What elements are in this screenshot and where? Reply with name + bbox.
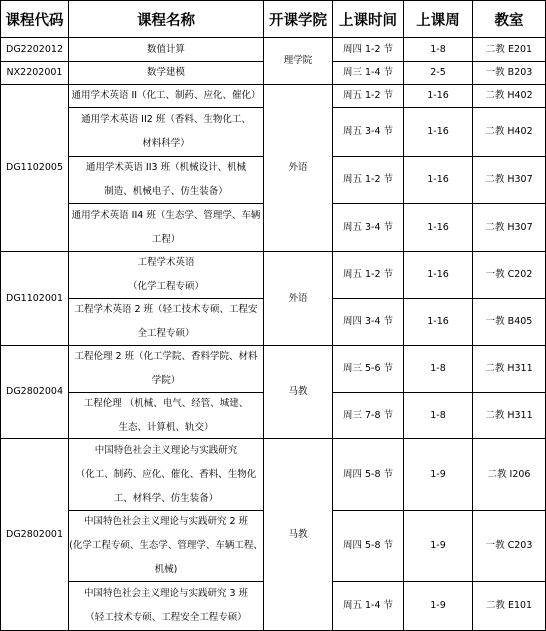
- row-divider: [68, 392, 264, 393]
- classroom-cell: 二教 H307: [485, 221, 533, 233]
- row-divider: [0, 61, 69, 62]
- course-code-cell: DG2802001: [6, 528, 63, 540]
- class-time-cell: 周五 3-4 节: [342, 221, 394, 233]
- row-divider: [332, 298, 546, 299]
- course-name-cell: 工程伦理 2 班（化工学院、香料学院、材料 学院）: [74, 351, 258, 386]
- classroom-cell: 二教 E101: [485, 600, 533, 611]
- column-divider: [403, 0, 404, 631]
- classroom-cell: 二教 H311: [485, 409, 533, 421]
- weeks-cell: 1-8: [430, 363, 446, 374]
- row-divider: [68, 156, 264, 157]
- header-course-name: 课程名称: [137, 12, 195, 29]
- row-divider: [0, 84, 546, 85]
- row-divider: [332, 156, 546, 157]
- table-border: [0, 0, 1, 631]
- classroom-cell: 一教 C203: [485, 540, 533, 551]
- class-time-cell: 周五 1-2 节: [342, 90, 394, 101]
- course-code-cell: DG2202012: [6, 43, 63, 55]
- classroom-cell: 二教 H402: [485, 126, 533, 137]
- weeks-cell: 1-16: [427, 269, 449, 280]
- course-name-cell: 工程学术英语 （化学工程专硕）: [127, 257, 204, 292]
- class-time-cell: 周五 1-2 节: [342, 174, 394, 185]
- header-weeks: 上课周: [416, 12, 460, 29]
- course-name-cell: 通用学术英语 II（化工、制药、应化、催化）: [71, 90, 261, 101]
- college-cell: 外语: [288, 292, 308, 304]
- course-name-cell: 中国特色社会主义理论与实践研究 3 班 （轻工技术专硕、工程安全工程专硕）: [83, 588, 249, 623]
- class-time-cell: 周三 5-6 节: [342, 363, 394, 374]
- row-divider: [0, 345, 546, 346]
- course-name-cell: 数值计算: [146, 43, 185, 55]
- weeks-cell: 1-16: [427, 126, 449, 137]
- header-college: 开课学院: [269, 12, 327, 29]
- college-cell: 外语: [288, 162, 308, 173]
- college-cell: 马教: [288, 528, 308, 540]
- classroom-cell: 一教 C202: [485, 269, 533, 280]
- weeks-cell: 2-5: [430, 67, 446, 78]
- classroom-cell: 二教 E201: [485, 43, 533, 55]
- classroom-cell: 二教 I206: [487, 468, 531, 480]
- weeks-cell: 1-16: [427, 221, 449, 233]
- classroom-cell: 一教 B203: [485, 67, 533, 78]
- classroom-cell: 二教 H402: [485, 90, 533, 101]
- row-divider: [332, 107, 546, 108]
- class-time-cell: 周四 5-8 节: [342, 468, 394, 480]
- weeks-cell: 1-8: [430, 409, 446, 421]
- class-time-cell: 周五 1-4 节: [342, 600, 394, 611]
- weeks-cell: 1-9: [430, 600, 446, 611]
- classroom-cell: 一教 B405: [485, 316, 533, 327]
- college-cell: 理学院: [283, 55, 313, 66]
- class-time-cell: 周三 7-8 节: [342, 409, 394, 421]
- row-divider: [332, 581, 546, 582]
- table-border: [0, 0, 546, 1]
- classroom-cell: 二教 H311: [485, 363, 533, 374]
- class-time-cell: 周四 1-2 节: [342, 43, 394, 55]
- course-name-cell: 通用学术英语 II2 班（香料、生物化工、 材料科学）: [81, 114, 251, 149]
- header-classroom: 教室: [494, 12, 524, 29]
- weeks-cell: 1-9: [430, 540, 446, 551]
- course-name-cell: 工程学术英语 2 班（轻工技术专硕、工程安 全工程专硕）: [74, 304, 258, 339]
- row-divider: [68, 581, 264, 582]
- course-name-cell: 数学建模: [146, 67, 185, 78]
- weeks-cell: 1-16: [427, 90, 449, 101]
- row-divider: [0, 251, 546, 252]
- column-divider: [68, 0, 69, 631]
- column-divider: [472, 0, 473, 631]
- weeks-cell: 1-9: [430, 468, 446, 480]
- row-divider: [332, 392, 546, 393]
- course-code-cell: DG1102001: [6, 292, 63, 304]
- course-code-cell: DG1102005: [6, 162, 63, 173]
- row-divider: [332, 61, 546, 62]
- college-cell: 马教: [288, 386, 308, 397]
- column-divider: [332, 0, 333, 631]
- row-divider: [332, 203, 546, 204]
- row-divider: [0, 37, 546, 38]
- course-name-cell: 中国特色社会主义理论与实践研究 （化工、制药、应化、催化、香料、生物化 工、材料学、仿生装备）: [75, 444, 257, 504]
- row-divider: [68, 203, 264, 204]
- course-code-cell: DG2802004: [6, 386, 63, 397]
- course-name-cell: 工程伦理 （机械、电气、经管、城建、 生态、计算机、轨交）: [83, 397, 249, 433]
- row-divider: [332, 510, 546, 511]
- row-divider: [68, 107, 264, 108]
- weeks-cell: 1-16: [427, 174, 449, 185]
- course-name-cell: 中国特色社会主义理论与实践研究 2 班 (化学工程专硕、生态学、管理学、车辆工程、 机械): [69, 516, 263, 575]
- class-time-cell: 周四 3-4 节: [342, 316, 394, 327]
- row-divider: [0, 438, 546, 439]
- header-course-code: 课程代码: [5, 12, 64, 29]
- course-name-cell: 通用学术英语 II3 班（机械设计、机械 制造、机械电子、仿生装备）: [85, 162, 247, 197]
- classroom-cell: 二教 H307: [485, 174, 533, 185]
- row-divider: [68, 61, 264, 62]
- weeks-cell: 1-8: [430, 43, 446, 55]
- weeks-cell: 1-16: [427, 316, 449, 327]
- class-time-cell: 周五 1-2 节: [342, 269, 394, 280]
- row-divider: [68, 510, 264, 511]
- row-divider: [68, 298, 264, 299]
- class-time-cell: 周四 5-8 节: [342, 540, 394, 551]
- column-divider: [263, 0, 264, 631]
- course-code-cell: NX2202001: [6, 67, 63, 78]
- class-time-cell: 周五 3-4 节: [342, 126, 394, 137]
- class-time-cell: 周三 1-4 节: [342, 67, 394, 78]
- course-name-cell: 通用学术英语 II4 班（生态学、管理学、车辆 工程）: [71, 209, 261, 245]
- header-class-time: 上课时间: [339, 12, 397, 29]
